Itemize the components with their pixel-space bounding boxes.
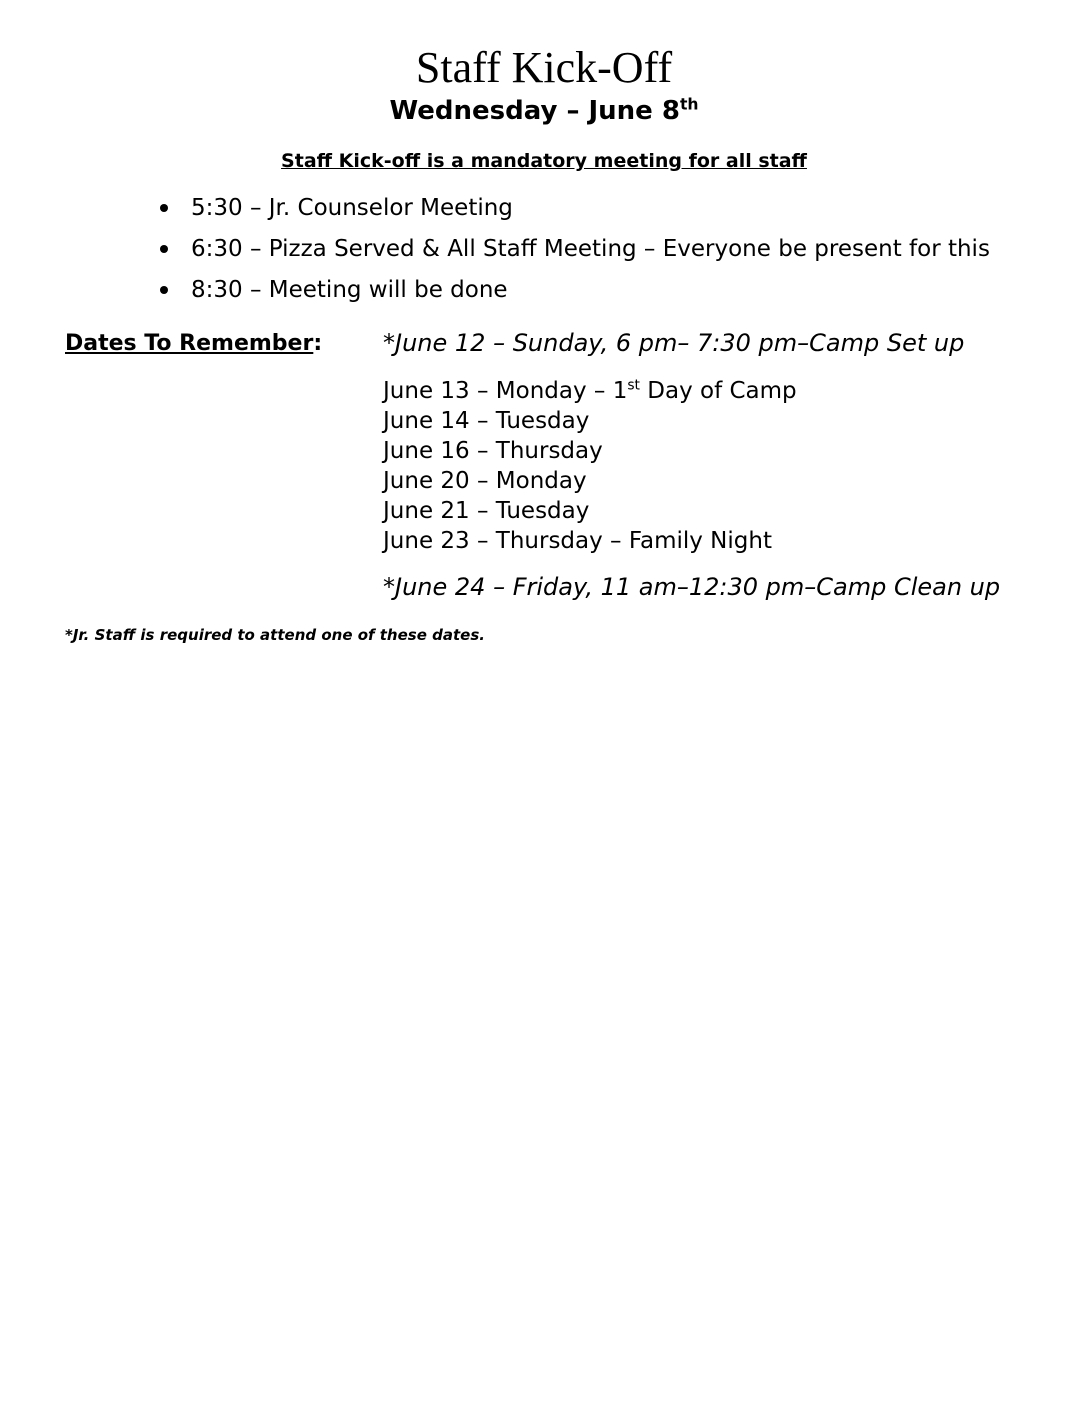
event-date-ordinal: th (679, 95, 699, 114)
dates-label-text: Dates To Remember (65, 331, 314, 356)
first-day-suffix: Day of Camp (639, 378, 797, 404)
first-day-ordinal: st (627, 377, 640, 394)
jr-staff-footnote: *Jr. Staff is required to attend one of these dates. (65, 626, 485, 644)
schedule-item (158, 188, 990, 229)
schedule-item (158, 270, 990, 311)
schedule-item (158, 229, 990, 270)
first-day-date (383, 376, 797, 406)
bullet-icon (160, 245, 168, 253)
event-date-heading (0, 94, 1088, 128)
schedule-item-text: 5:30 – Jr. Counselor Meeting (191, 195, 513, 221)
first-day-text: June 13 – Monday – 1 (383, 378, 628, 404)
date-item: June 14 – Tuesday (383, 408, 590, 434)
date-item: June 16 – Thursday (383, 438, 603, 464)
date-item: June 21 – Tuesday (383, 498, 590, 524)
dates-to-remember-label (65, 328, 322, 360)
event-date-text: Wednesday – June 8 (389, 96, 680, 126)
bullet-icon (160, 286, 168, 294)
mandatory-notice: Staff Kick-off is a mandatory meeting for all staff (281, 150, 807, 172)
cleanup-date: *June 24 – Friday, 11 am–12:30 pm–Camp Clean up (383, 573, 1001, 601)
setup-date: *June 12 – Sunday, 6 pm– 7:30 pm–Camp Set up (383, 329, 965, 357)
bullet-icon (160, 204, 168, 212)
page-title: Staff Kick-Off (415, 43, 673, 92)
dates-label-colon: : (313, 331, 323, 356)
schedule-item-text: 8:30 – Meeting will be done (191, 277, 508, 303)
schedule-list (158, 188, 990, 311)
date-item: June 20 – Monday (383, 468, 587, 494)
schedule-item-text: 6:30 – Pizza Served & All Staff Meeting – Everyone be present for this (191, 236, 990, 262)
date-item: June 23 – Thursday – Family Night (383, 528, 772, 554)
